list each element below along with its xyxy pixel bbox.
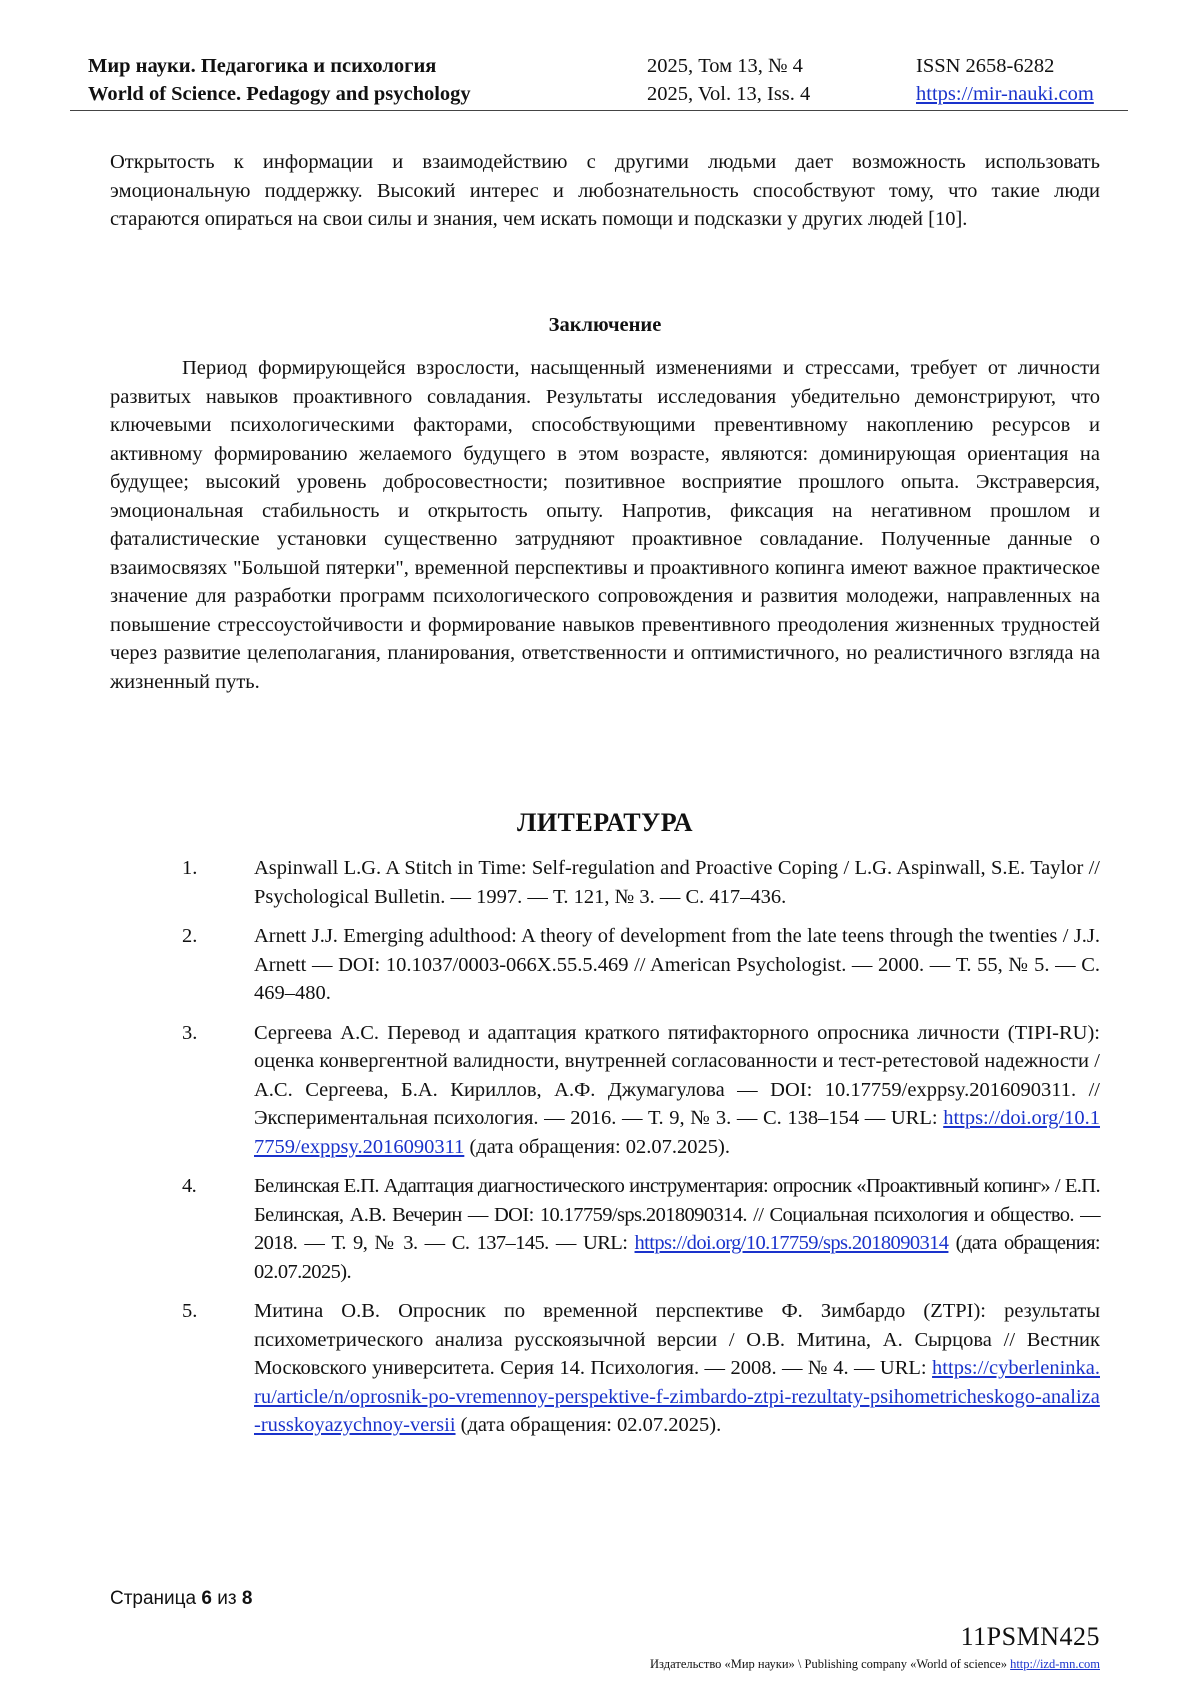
reference-item-3 bbox=[110, 1019, 1100, 1162]
issn-block bbox=[916, 52, 1094, 108]
reference-item-2 bbox=[110, 922, 1100, 1008]
issue-en: 2025, Vol. 13, Iss. 4 bbox=[647, 83, 811, 105]
reference-item-5 bbox=[110, 1297, 1100, 1440]
reference-link[interactable]: https://doi.org/10.17759/sps.2018090314 bbox=[634, 1232, 949, 1254]
reference-number: 4. bbox=[182, 1175, 197, 1197]
publisher-line bbox=[650, 1657, 1100, 1672]
page-of: из bbox=[217, 1588, 237, 1609]
reference-number: 1. bbox=[182, 857, 198, 879]
conclusion-heading: Заключение bbox=[548, 314, 662, 336]
page-label: Страница bbox=[110, 1588, 197, 1609]
reference-text: Митина О.В. Опросник по временной перспективе Ф. Зимбардо (ZTPI): результаты психометрического анализа русскоязычной версии / О.В. Митина, А. Сырцова // Вестник Московского университета. Серия 14. Психология. — 2008. — № 4. — URL: bbox=[254, 1300, 1100, 1379]
reference-item-1 bbox=[110, 854, 1100, 911]
references-heading: ЛИТЕРАТУРА bbox=[516, 808, 694, 837]
reference-link[interactable]: https://cyberleninka.ru/article/n/oprosnik-po-vremennoy-perspektive-f-zimbardo-ztpi-rezultaty-psihometricheskogo-analiza-russkoyazychnoy-versii bbox=[254, 1357, 1100, 1436]
publisher-link[interactable]: http://izd-mn.com bbox=[1010, 1657, 1100, 1671]
intro-paragraph: Открытость к информации и взаимодействию с другими людьми дает возможность использовать эмоциональную поддержку. Высокий интерес и любознательность способствуют тому, что такие люди стараются опираться на свои силы и знания, чем искать помощи и подсказки у других людей [10]. bbox=[110, 151, 1100, 230]
page-number bbox=[110, 1588, 252, 1610]
reference-text: Сергеева А.С. Перевод и адаптация краткого пятифакторного опросника личности (TIPI-RU): оценка конвергентной валидности, внутренней согласованности и тест-ретестовой надежности / А.С. Сергеева, Б.А. Кириллов, А.Ф. Джумагулова — DOI: 10.17759/exppsy.2016090311. // Экспериментальная психология. — 2016. — Т. 9, № 3. — С. 138–154 — URL: bbox=[254, 1021, 1100, 1129]
reference-tail: (дата обращения: 02.07.2025). bbox=[464, 1135, 731, 1158]
issue-ru: 2025, Том 13, № 4 bbox=[647, 55, 803, 77]
journal-url-link[interactable]: https://mir-nauki.com bbox=[916, 83, 1094, 105]
journal-title-block bbox=[88, 52, 471, 108]
article-code: 11PSMN425 bbox=[960, 1622, 1100, 1651]
conclusion-paragraph: Период формирующейся взрослости, насыщенный изменениями и стрессами, требует от личности развитых навыков проактивного совладания. Результаты исследования убедительно демонстрируют, что ключевыми психологическими факторами, способствующими превентивному накоплению ресурсов и активному формированию желаемого будущего в этом возрасте, являются: доминирующая ориентация на будущее; высокий уровень добросовестности; позитивное восприятие прошлого опыта. Экстраверсия, эмоциональная стабильность и открытость опыту. Напротив, фиксация на негативном прошлом и фаталистические установки существенно затрудняют проактивное совладание. Полученные данные о взаимосвязях "Большой пятерки", временной перспективы и проактивного копинга имеют важное практическое значение для разработки программ психологического сопровождения и развития молодежи, направленных на повышение стрессоустойчивости и формирование навыков превентивного преодоления жизненных трудностей через развитие целеполагания, планирования, ответственности и оптимистичного, но реалистичного взгляда на жизненный путь. bbox=[110, 357, 1100, 693]
reference-tail: (дата обращения: 02.07.2025). bbox=[455, 1414, 722, 1436]
journal-title-en: World of Science. Pedagogy and psychology bbox=[88, 83, 471, 105]
publisher-name: Издательство «Мир науки» \ Publishing company «World of science» bbox=[650, 1657, 1007, 1671]
reference-list bbox=[110, 854, 1100, 1451]
reference-link[interactable]: https://doi.org/10.17759/exppsy.2016090311 bbox=[254, 1107, 1100, 1158]
reference-tail: (дата обращения: 02.07.2025). bbox=[254, 1232, 1100, 1283]
reference-item-4 bbox=[110, 1172, 1100, 1286]
reference-number: 2. bbox=[182, 925, 198, 947]
page-current: 6 bbox=[201, 1588, 212, 1609]
reference-number: 5. bbox=[182, 1300, 198, 1322]
page-total: 8 bbox=[241, 1588, 253, 1609]
issn: ISSN 2658-6282 bbox=[916, 55, 1055, 77]
reference-text: Arnett J.J. Emerging adulthood: A theory of development from the late teens through the twenties / J.J. Arnett — DOI: 10.1037/0003-066X.55.5.469 // American Psychologist. — 2000. — Т. 55, № 5. — С. 469–480. bbox=[254, 925, 1100, 1004]
issue-block bbox=[647, 52, 810, 108]
journal-title-ru: Мир науки. Педагогика и психология bbox=[88, 55, 437, 77]
reference-text: Aspinwall L.G. A Stitch in Time: Self-regulation and Proactive Coping / L.G. Aspinwall, S.E. Taylor // Psychological Bulletin. — 1997. — Т. 121, № 3. — С. 417–436. bbox=[254, 857, 1100, 908]
reference-text: Белинская Е.П. Адаптация диагностического инструментария: опросник «Проактивный копинг» / Е.П. Белинская, А.В. Вечерин — DOI: 10.17759/sps.2018090314. // Социальная психология и общество. — 2018. — Т. 9, № 3. — С. 137–145. — URL: bbox=[254, 1175, 1100, 1254]
journal-header bbox=[70, 52, 1128, 111]
reference-number: 3. bbox=[182, 1021, 198, 1044]
